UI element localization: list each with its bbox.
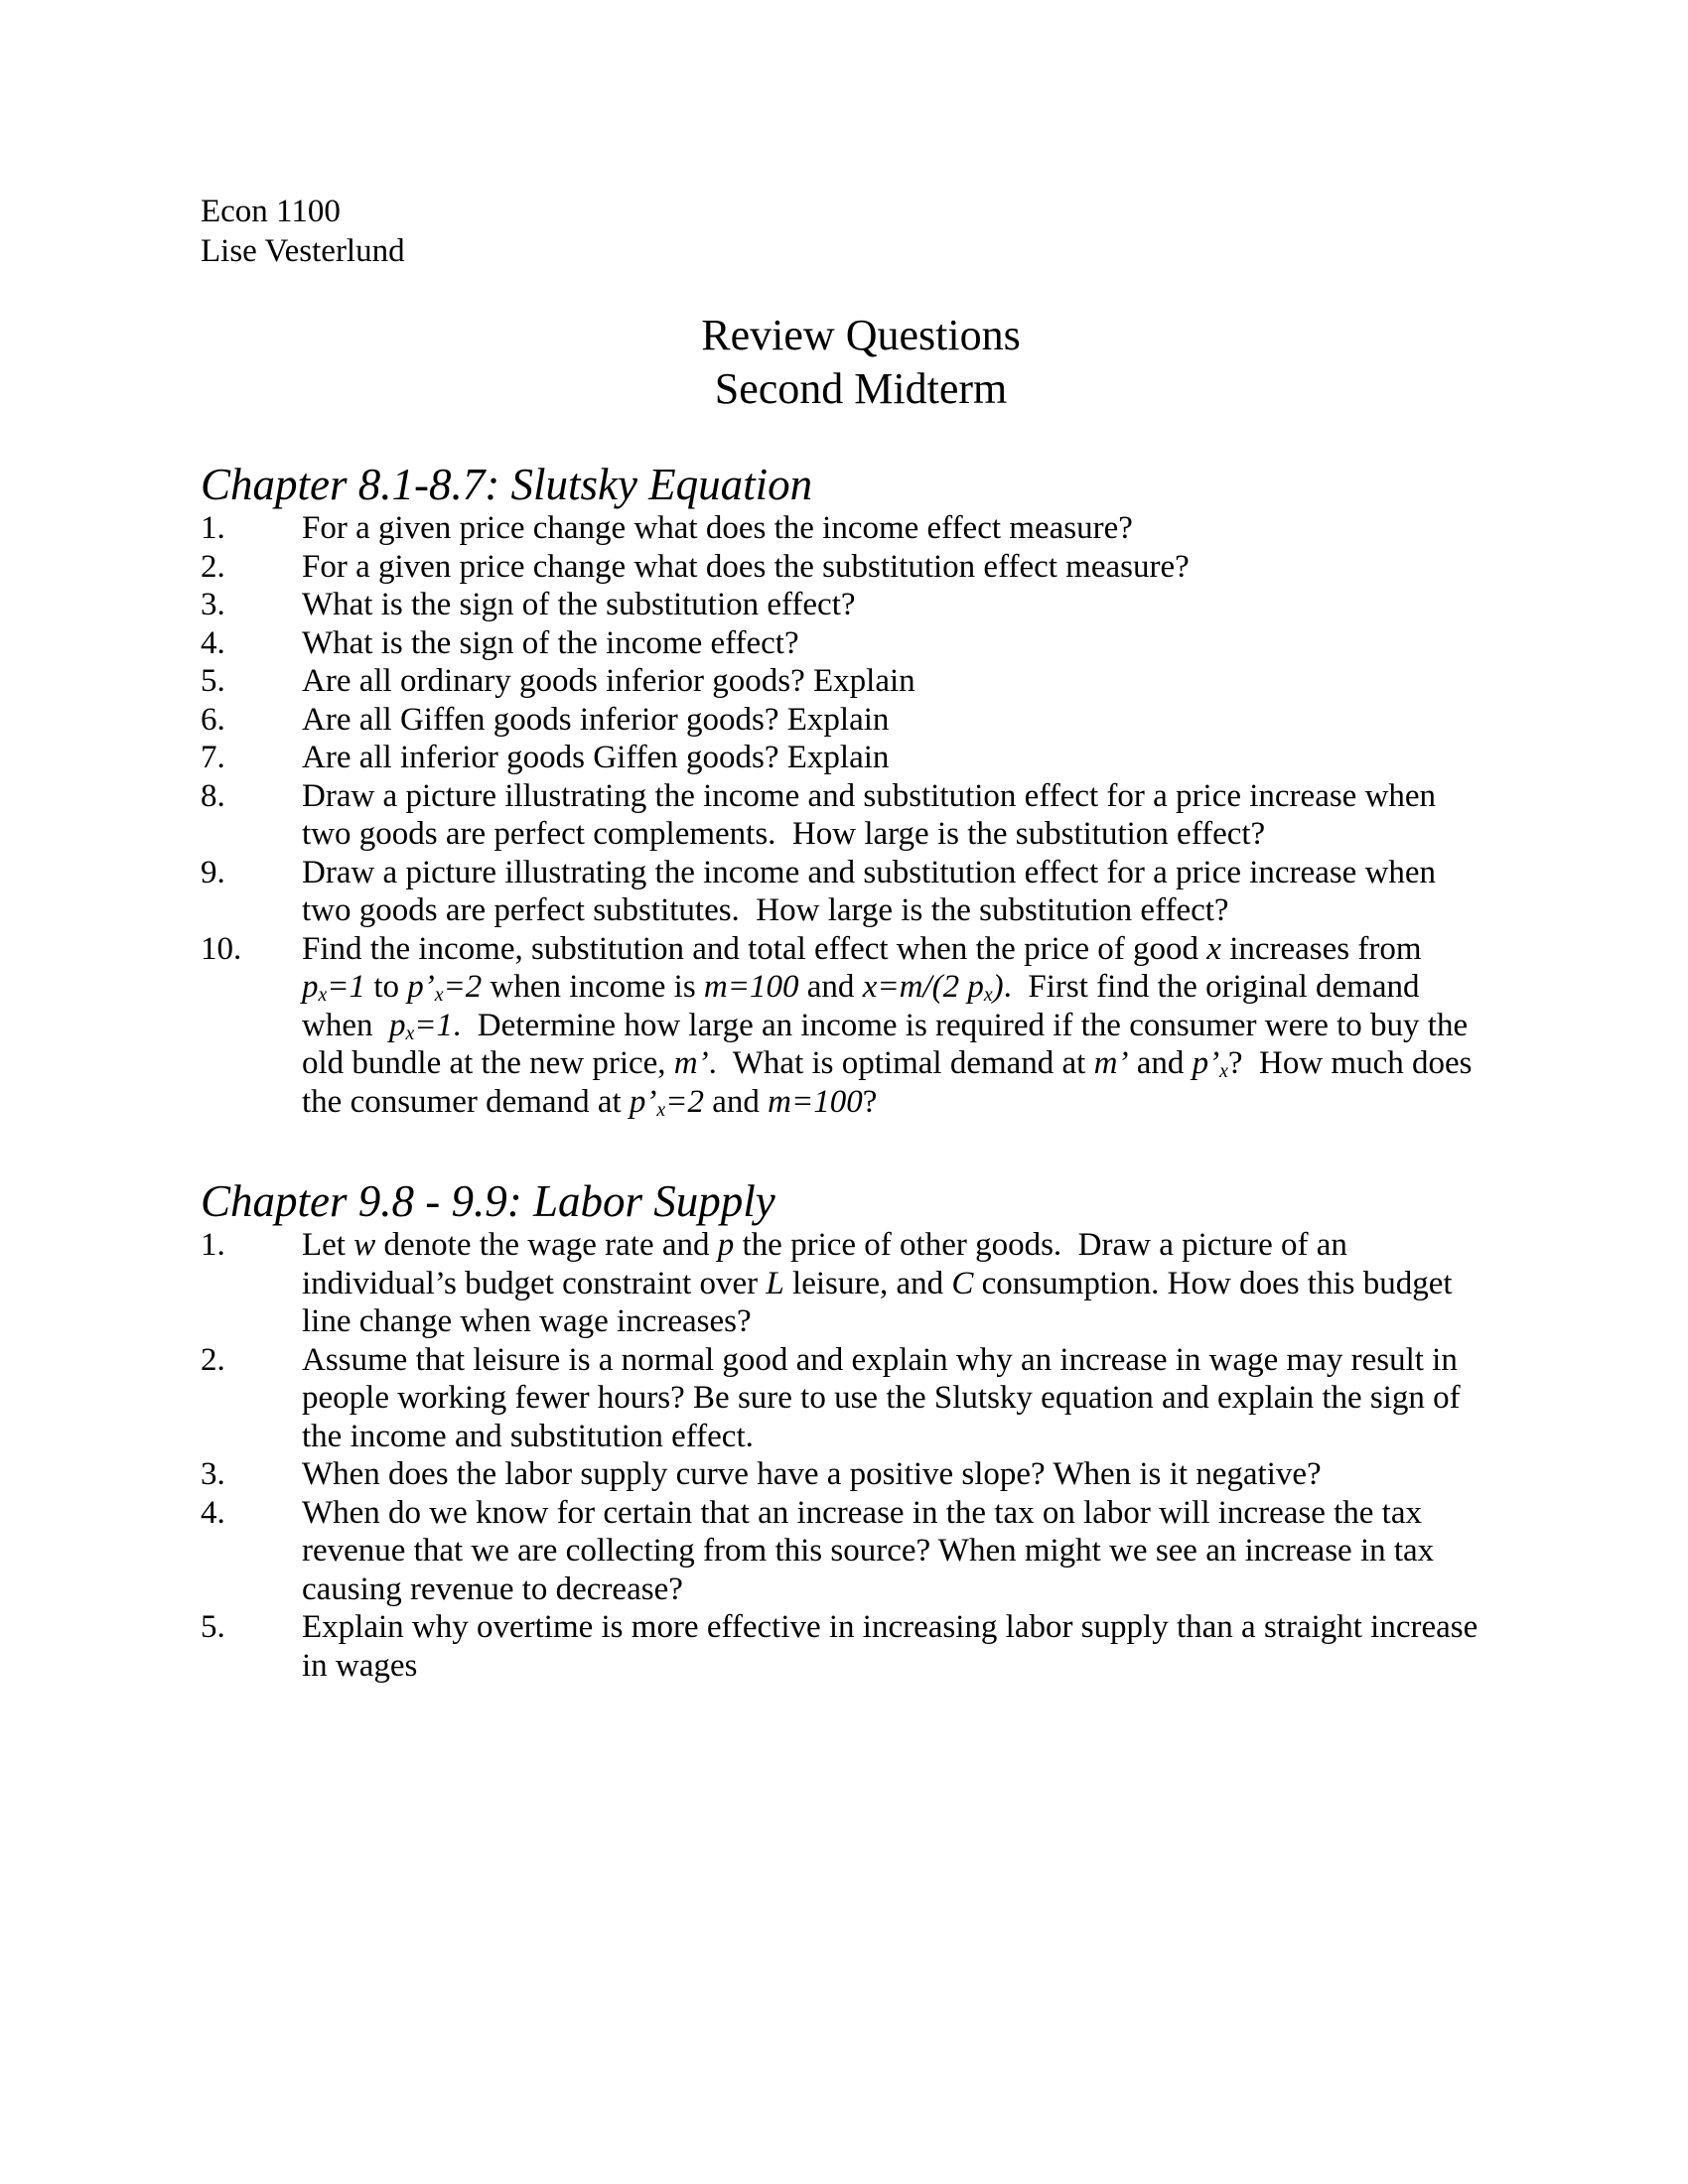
question-number: 8. (201, 777, 225, 814)
question-item (201, 586, 1489, 624)
section-heading: Chapter 9.8 - 9.9: Labor Supply (201, 1176, 775, 1226)
question-text: Are all Giffen goods inferior goods? Explain (302, 701, 890, 738)
question-number: 3. (201, 587, 225, 622)
question-item (201, 1226, 1489, 1341)
question-number: 5. (201, 663, 225, 699)
question-text: Assume that leisure is a normal good and explain why an increase in wage may result in people working fewer hours? Be sure to use the Slutsky equation and explain the sign of the income and substitution effect. (302, 1341, 1469, 1454)
question-item (201, 1341, 1489, 1456)
question-number: 7. (201, 740, 225, 775)
doc-title-line1: Review Questions (701, 311, 1021, 359)
question-item (201, 1608, 1489, 1685)
question-list (201, 509, 1489, 1121)
question-item (201, 624, 1489, 663)
question-text: What is the sign of the substitution effect? (302, 587, 856, 622)
question-item (201, 777, 1489, 854)
question-number: 4. (201, 1494, 225, 1531)
section-heading: Chapter 8.1-8.7: Slutsky Equation (201, 460, 813, 509)
question-text: Let w denote the wage rate and p the price of other goods. Draw a picture of an individual’s budget constraint over L leisure, and C consumption. How does this budget line change when wage increases? (302, 1227, 1461, 1339)
section-2 (201, 1176, 1489, 1685)
question-text: Draw a picture illustrating the income and substitution effect for a price increase when two goods are perfect substitutes. How large is the substitution effect? (302, 854, 1445, 928)
section-1 (201, 460, 1489, 1121)
question-number: 5. (201, 1609, 225, 1645)
question-number: 1. (201, 1227, 225, 1263)
question-text: When do we know for certain that an increase in the tax on labor will increase the tax revenue that we are collecting from this source? When might we see an increase in tax causing revenue to decrease? (302, 1494, 1443, 1607)
question-text: For a given price change what does the income effect measure? (302, 510, 1133, 546)
question-text: Explain why overtime is more effective in increasing labor supply than a straight increase in wages (302, 1609, 1486, 1684)
question-item (201, 739, 1489, 777)
question-number: 2. (201, 1341, 225, 1378)
question-text: When does the labor supply curve have a positive slope? When is it negative? (302, 1456, 1322, 1492)
doc-title (201, 309, 1489, 416)
question-number: 2. (201, 548, 225, 585)
question-number: 3. (201, 1456, 225, 1492)
question-text: For a given price change what does the substitution effect measure? (302, 548, 1190, 585)
question-number: 6. (201, 701, 225, 738)
question-text: Draw a picture illustrating the income and substitution effect for a price increase when two goods are perfect complements. How large is the substitution effect? (302, 777, 1445, 852)
question-item (201, 662, 1489, 701)
question-number: 10. (201, 930, 242, 967)
question-item (201, 548, 1489, 587)
question-item (201, 930, 1489, 1122)
question-number: 1. (201, 510, 225, 546)
question-item (201, 509, 1489, 548)
question-list (201, 1226, 1489, 1685)
doc-header (201, 192, 1489, 271)
instructor-name: Lise Vesterlund (201, 233, 405, 269)
question-text: Are all inferior goods Giffen goods? Explain (302, 740, 890, 775)
doc-title-line2: Second Midterm (714, 364, 1008, 413)
question-text: Find the income, substitution and total effect when the price of good x increases from $p_x=1$ to $p’_x=2$ when income is m=100 and x=m/(2 $p_x$). First find the original demand when $p_x=1$. Determine how large an income is required if the consumer were to buy the old bundle at the new price, m’. What is optimal demand at m’ and $p’_x$? How much does the consumer demand at $p’_x=2$ and m=100? (302, 930, 1480, 1121)
sections-container (201, 460, 1489, 1685)
question-item (201, 854, 1489, 930)
question-text: Are all ordinary goods inferior goods? Explain (302, 663, 915, 699)
question-item (201, 701, 1489, 740)
question-number: 9. (201, 854, 225, 890)
course-name: Econ 1100 (201, 194, 341, 229)
question-number: 4. (201, 624, 225, 661)
question-text: What is the sign of the income effect? (302, 624, 799, 661)
question-item (201, 1455, 1489, 1494)
question-item (201, 1494, 1489, 1609)
